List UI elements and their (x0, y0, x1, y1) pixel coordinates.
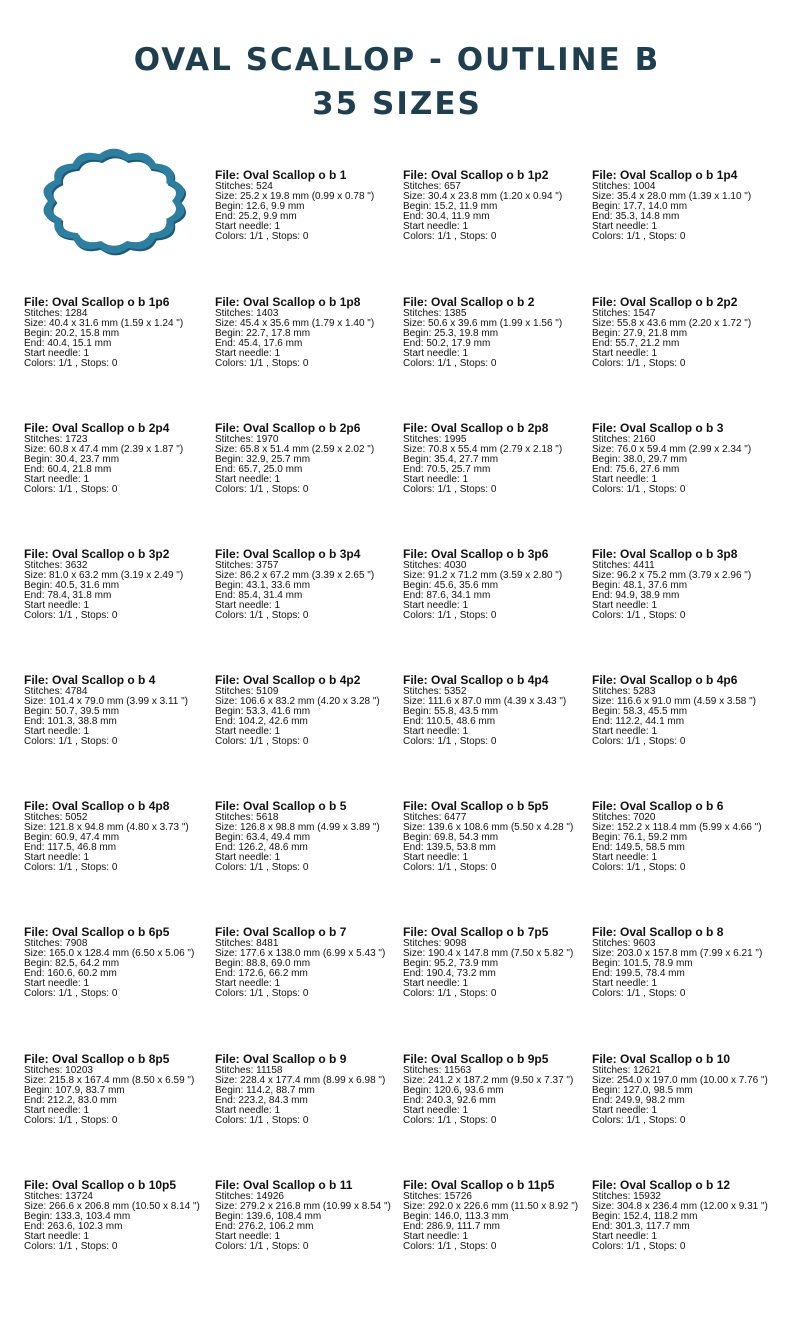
end-line: End: 149.5, 58.5 mm (592, 842, 685, 853)
page-subtitle: 35 SIZES (312, 86, 482, 122)
colors-stops-line: Colors: 1/1 , Stops: 0 (215, 610, 309, 621)
start-needle-line: Start needle: 1 (592, 474, 658, 485)
design-entry (403, 799, 593, 873)
design-entry (592, 799, 782, 873)
size-line: Size: 65.8 x 51.4 mm (2.59 x 2.02 ") (215, 444, 375, 455)
stitches-line: Stitches: 657 (403, 181, 461, 192)
begin-line: Begin: 25.3, 19.8 mm (403, 328, 499, 339)
design-entry (215, 295, 405, 369)
start-needle-line: Start needle: 1 (24, 1231, 90, 1242)
begin-line: Begin: 63.4, 49.4 mm (215, 832, 311, 843)
design-entry (592, 925, 782, 999)
colors-stops-line: Colors: 1/1 , Stops: 0 (24, 988, 118, 999)
begin-line: Begin: 48.1, 37.6 mm (592, 580, 688, 591)
end-line: End: 60.4, 21.8 mm (24, 464, 112, 475)
colors-stops-line: Colors: 1/1 , Stops: 0 (403, 610, 497, 621)
colors-stops-line: Colors: 1/1 , Stops: 0 (24, 736, 118, 747)
start-needle-line: Start needle: 1 (403, 600, 469, 611)
design-entry (24, 547, 214, 621)
colors-stops-line: Colors: 1/1 , Stops: 0 (24, 610, 118, 621)
end-line: End: 286.9, 111.7 mm (403, 1221, 500, 1232)
end-line: End: 276.2, 106.2 mm (215, 1221, 314, 1232)
entry-file-name: File: Oval Scallop o b 1p2 (403, 168, 549, 182)
size-line: Size: 55.8 x 43.6 mm (2.20 x 1.72 ") (592, 318, 752, 329)
stitches-line: Stitches: 9603 (592, 938, 656, 949)
size-line: Size: 177.6 x 138.0 mm (6.99 x 5.43 ") (215, 948, 386, 959)
start-needle-line: Start needle: 1 (592, 348, 658, 359)
start-needle-line: Start needle: 1 (24, 348, 90, 359)
size-line: Size: 76.0 x 59.4 mm (2.99 x 2.34 ") (592, 444, 752, 455)
size-line: Size: 45.4 x 35.6 mm (1.79 x 1.40 ") (215, 318, 375, 329)
begin-line: Begin: 43.1, 33.6 mm (215, 580, 311, 591)
size-line: Size: 190.4 x 147.8 mm (7.50 x 5.82 ") (403, 948, 574, 959)
begin-line: Begin: 15.2, 11.9 mm (403, 201, 498, 212)
entry-file-name: File: Oval Scallop o b 2p6 (215, 421, 361, 435)
entry-file-name: File: Oval Scallop o b 1 (215, 168, 347, 182)
design-entry (403, 925, 593, 999)
begin-line: Begin: 12.6, 9.9 mm (215, 201, 305, 212)
stitches-line: Stitches: 14926 (215, 1191, 284, 1202)
begin-line: Begin: 60.9, 47.4 mm (24, 832, 120, 843)
size-line: Size: 30.4 x 23.8 mm (1.20 x 0.94 ") (403, 191, 563, 202)
end-line: End: 78.4, 31.8 mm (24, 590, 112, 601)
stitches-line: Stitches: 3757 (215, 560, 279, 571)
colors-stops-line: Colors: 1/1 , Stops: 0 (24, 358, 118, 369)
stitches-line: Stitches: 9098 (403, 938, 467, 949)
colors-stops-line: Colors: 1/1 , Stops: 0 (592, 862, 686, 873)
stitches-line: Stitches: 12621 (592, 1065, 661, 1076)
stitches-line: Stitches: 1403 (215, 308, 279, 319)
entry-file-name: File: Oval Scallop o b 1p6 (24, 295, 170, 309)
design-entry (215, 799, 405, 873)
begin-line: Begin: 55.8, 43.5 mm (403, 706, 499, 717)
begin-line: Begin: 17.7, 14.0 mm (592, 201, 688, 212)
begin-line: Begin: 38.0, 29.7 mm (592, 454, 688, 465)
colors-stops-line: Colors: 1/1 , Stops: 0 (403, 862, 497, 873)
colors-stops-line: Colors: 1/1 , Stops: 0 (592, 1115, 686, 1126)
end-line: End: 65.7, 25.0 mm (215, 464, 303, 475)
end-line: End: 101.3, 38.8 mm (24, 716, 117, 727)
end-line: End: 199.5, 78.4 mm (592, 968, 685, 979)
colors-stops-line: Colors: 1/1 , Stops: 0 (592, 988, 686, 999)
size-line: Size: 254.0 x 197.0 mm (10.00 x 7.76 ") (592, 1075, 768, 1086)
start-needle-line: Start needle: 1 (215, 1105, 281, 1116)
size-line: Size: 279.2 x 216.8 mm (10.99 x 8.54 ") (215, 1201, 391, 1212)
stitches-line: Stitches: 7020 (592, 812, 656, 823)
stitches-line: Stitches: 5109 (215, 686, 279, 697)
start-needle-line: Start needle: 1 (215, 978, 281, 989)
colors-stops-line: Colors: 1/1 , Stops: 0 (403, 1115, 497, 1126)
start-needle-line: Start needle: 1 (403, 726, 469, 737)
size-line: Size: 121.8 x 94.8 mm (4.80 x 3.73 ") (24, 822, 189, 833)
colors-stops-line: Colors: 1/1 , Stops: 0 (24, 1115, 118, 1126)
entry-file-name: File: Oval Scallop o b 11p5 (403, 1178, 555, 1192)
begin-line: Begin: 45.6, 35.6 mm (403, 580, 499, 591)
end-line: End: 40.4, 15.1 mm (24, 338, 112, 349)
size-line: Size: 50.6 x 39.6 mm (1.99 x 1.56 ") (403, 318, 563, 329)
stitches-line: Stitches: 1723 (24, 434, 88, 445)
stitches-line: Stitches: 10203 (24, 1065, 93, 1076)
end-line: End: 160.6, 60.2 mm (24, 968, 117, 979)
size-line: Size: 81.0 x 63.2 mm (3.19 x 2.49 ") (24, 570, 184, 581)
end-line: End: 45.4, 17.6 mm (215, 338, 303, 349)
design-entry (403, 168, 593, 242)
design-entry (24, 421, 214, 495)
entry-file-name: File: Oval Scallop o b 8 (592, 925, 724, 939)
colors-stops-line: Colors: 1/1 , Stops: 0 (24, 1241, 118, 1252)
start-needle-line: Start needle: 1 (24, 1105, 90, 1116)
size-line: Size: 203.0 x 157.8 mm (7.99 x 6.21 ") (592, 948, 763, 959)
end-line: End: 301.3, 117.7 mm (592, 1221, 690, 1232)
start-needle-line: Start needle: 1 (215, 348, 281, 359)
begin-line: Begin: 76.1, 59.2 mm (592, 832, 688, 843)
design-entry (592, 168, 782, 242)
end-line: End: 110.5, 48.6 mm (403, 716, 496, 727)
stitches-line: Stitches: 7908 (24, 938, 88, 949)
size-line: Size: 35.4 x 28.0 mm (1.39 x 1.10 ") (592, 191, 752, 202)
colors-stops-line: Colors: 1/1 , Stops: 0 (592, 484, 686, 495)
entry-file-name: File: Oval Scallop o b 11 (215, 1178, 353, 1192)
design-entry (215, 1178, 405, 1252)
design-entry (403, 295, 593, 369)
start-needle-line: Start needle: 1 (24, 474, 90, 485)
begin-line: Begin: 58.3, 45.5 mm (592, 706, 688, 717)
stitches-line: Stitches: 4411 (592, 560, 655, 571)
start-needle-line: Start needle: 1 (592, 852, 658, 863)
entry-file-name: File: Oval Scallop o b 5 (215, 799, 347, 813)
design-entry (24, 673, 214, 747)
end-line: End: 112.2, 44.1 mm (592, 716, 685, 727)
begin-line: Begin: 22.7, 17.8 mm (215, 328, 311, 339)
entry-file-name: File: Oval Scallop o b 3p6 (403, 547, 549, 561)
entry-file-name: File: Oval Scallop o b 2p4 (24, 421, 170, 435)
start-needle-line: Start needle: 1 (592, 1105, 658, 1116)
start-needle-line: Start needle: 1 (24, 726, 90, 737)
begin-line: Begin: 152.4, 118.2 mm (592, 1211, 698, 1222)
entry-file-name: File: Oval Scallop o b 6 (592, 799, 724, 813)
end-line: End: 50.2, 17.9 mm (403, 338, 491, 349)
design-entry (24, 799, 214, 873)
size-line: Size: 60.8 x 47.4 mm (2.39 x 1.87 ") (24, 444, 184, 455)
entry-file-name: File: Oval Scallop o b 8p5 (24, 1052, 170, 1066)
end-line: End: 104.2, 42.6 mm (215, 716, 308, 727)
start-needle-line: Start needle: 1 (24, 852, 90, 863)
design-entry (403, 421, 593, 495)
entry-file-name: File: Oval Scallop o b 10 (592, 1052, 731, 1066)
colors-stops-line: Colors: 1/1 , Stops: 0 (215, 1115, 309, 1126)
start-needle-line: Start needle: 1 (24, 978, 90, 989)
design-entry (215, 421, 405, 495)
begin-line: Begin: 32.9, 25.7 mm (215, 454, 311, 465)
stitches-line: Stitches: 4030 (403, 560, 467, 571)
size-line: Size: 215.8 x 167.4 mm (8.50 x 6.59 ") (24, 1075, 195, 1086)
size-line: Size: 126.8 x 98.8 mm (4.99 x 3.89 ") (215, 822, 380, 833)
stitches-line: Stitches: 1970 (215, 434, 279, 445)
begin-line: Begin: 82.5, 64.2 mm (24, 958, 120, 969)
size-line: Size: 91.2 x 71.2 mm (3.59 x 2.80 ") (403, 570, 563, 581)
stitches-line: Stitches: 15932 (592, 1191, 661, 1202)
stitches-line: Stitches: 1004 (592, 181, 656, 192)
entry-file-name: File: Oval Scallop o b 2 (403, 295, 535, 309)
end-line: End: 94.9, 38.9 mm (592, 590, 680, 601)
begin-line: Begin: 127.0, 98.5 mm (592, 1085, 693, 1096)
end-line: End: 75.6, 27.6 mm (592, 464, 680, 475)
stitches-line: Stitches: 3632 (24, 560, 88, 571)
start-needle-line: Start needle: 1 (215, 852, 281, 863)
entry-file-name: File: Oval Scallop o b 4p2 (215, 673, 361, 687)
entry-file-name: File: Oval Scallop o b 4p8 (24, 799, 170, 813)
size-line: Size: 96.2 x 75.2 mm (3.79 x 2.96 ") (592, 570, 752, 581)
design-entry (24, 925, 214, 999)
entry-file-name: File: Oval Scallop o b 12 (592, 1178, 731, 1192)
stitches-line: Stitches: 2160 (592, 434, 656, 445)
colors-stops-line: Colors: 1/1 , Stops: 0 (215, 231, 309, 242)
design-entry (215, 547, 405, 621)
colors-stops-line: Colors: 1/1 , Stops: 0 (592, 231, 686, 242)
begin-line: Begin: 101.5, 78.9 mm (592, 958, 693, 969)
entry-file-name: File: Oval Scallop o b 6p5 (24, 925, 170, 939)
start-needle-line: Start needle: 1 (592, 978, 658, 989)
stitches-line: Stitches: 6477 (403, 812, 467, 823)
begin-line: Begin: 20.2, 15.8 mm (24, 328, 120, 339)
stitches-line: Stitches: 1284 (24, 308, 88, 319)
begin-line: Begin: 120.6, 93.6 mm (403, 1085, 504, 1096)
end-line: End: 55.7, 21.2 mm (592, 338, 680, 349)
size-line: Size: 152.2 x 118.4 mm (5.99 x 4.66 ") (592, 822, 762, 833)
begin-line: Begin: 30.4, 23.7 mm (24, 454, 120, 465)
entry-file-name: File: Oval Scallop o b 7 (215, 925, 347, 939)
design-entry (592, 673, 782, 747)
size-line: Size: 241.2 x 187.2 mm (9.50 x 7.37 ") (403, 1075, 574, 1086)
start-needle-line: Start needle: 1 (215, 600, 281, 611)
design-entry (215, 673, 405, 747)
start-needle-line: Start needle: 1 (592, 1231, 658, 1242)
design-entry (403, 547, 593, 621)
entry-file-name: File: Oval Scallop o b 2p2 (592, 295, 738, 309)
size-line: Size: 101.4 x 79.0 mm (3.99 x 3.11 ") (24, 696, 188, 707)
design-entry (403, 673, 593, 747)
entry-file-name: File: Oval Scallop o b 3p8 (592, 547, 738, 561)
colors-stops-line: Colors: 1/1 , Stops: 0 (403, 988, 497, 999)
begin-line: Begin: 139.6, 108.4 mm (215, 1211, 322, 1222)
start-needle-line: Start needle: 1 (403, 852, 469, 863)
end-line: End: 117.5, 46.8 mm (24, 842, 117, 853)
size-line: Size: 86.2 x 67.2 mm (3.39 x 2.65 ") (215, 570, 375, 581)
size-line: Size: 116.6 x 91.0 mm (4.59 x 3.58 ") (592, 696, 756, 707)
size-line: Size: 111.6 x 87.0 mm (4.39 x 3.43 ") (403, 696, 567, 707)
end-line: End: 85.4, 31.4 mm (215, 590, 303, 601)
oval-scallop-outline-image (36, 141, 192, 261)
size-line: Size: 266.6 x 206.8 mm (10.50 x 8.14 ") (24, 1201, 200, 1212)
end-line: End: 240.3, 92.6 mm (403, 1095, 496, 1106)
end-line: End: 70.5, 25.7 mm (403, 464, 491, 475)
colors-stops-line: Colors: 1/1 , Stops: 0 (215, 358, 309, 369)
colors-stops-line: Colors: 1/1 , Stops: 0 (24, 484, 118, 495)
start-needle-line: Start needle: 1 (215, 726, 281, 737)
entry-file-name: File: Oval Scallop o b 5p5 (403, 799, 549, 813)
end-line: End: 126.2, 48.6 mm (215, 842, 308, 853)
design-entry (24, 1178, 214, 1252)
start-needle-line: Start needle: 1 (403, 1231, 469, 1242)
end-line: End: 35.3, 14.8 mm (592, 211, 680, 222)
start-needle-line: Start needle: 1 (403, 348, 469, 359)
stitches-line: Stitches: 11563 (403, 1065, 472, 1076)
entry-file-name: File: Oval Scallop o b 3 (592, 421, 724, 435)
start-needle-line: Start needle: 1 (24, 600, 90, 611)
size-line: Size: 304.8 x 236.4 mm (12.00 x 9.31 ") (592, 1201, 768, 1212)
begin-line: Begin: 35.4, 27.7 mm (403, 454, 499, 465)
entry-file-name: File: Oval Scallop o b 4 (24, 673, 156, 687)
design-entry (24, 295, 214, 369)
start-needle-line: Start needle: 1 (215, 221, 281, 232)
design-entry (592, 1052, 782, 1126)
end-line: End: 87.6, 34.1 mm (403, 590, 491, 601)
begin-line: Begin: 40.5, 31.6 mm (24, 580, 120, 591)
colors-stops-line: Colors: 1/1 , Stops: 0 (403, 484, 497, 495)
begin-line: Begin: 69.8, 54.3 mm (403, 832, 499, 843)
end-line: End: 25.2, 9.9 mm (215, 211, 297, 222)
entry-file-name: File: Oval Scallop o b 1p4 (592, 168, 738, 182)
colors-stops-line: Colors: 1/1 , Stops: 0 (24, 862, 118, 873)
colors-stops-line: Colors: 1/1 , Stops: 0 (403, 358, 497, 369)
design-entry (215, 925, 405, 999)
size-line: Size: 25.2 x 19.8 mm (0.99 x 0.78 ") (215, 191, 375, 202)
entry-file-name: File: Oval Scallop o b 1p8 (215, 295, 361, 309)
design-entry (592, 547, 782, 621)
start-needle-line: Start needle: 1 (592, 726, 658, 737)
colors-stops-line: Colors: 1/1 , Stops: 0 (403, 231, 497, 242)
start-needle-line: Start needle: 1 (215, 1231, 281, 1242)
design-entry (24, 1052, 214, 1126)
size-line: Size: 228.4 x 177.4 mm (8.99 x 6.98 ") (215, 1075, 386, 1086)
begin-line: Begin: 107.9, 83.7 mm (24, 1085, 125, 1096)
stitches-line: Stitches: 1995 (403, 434, 467, 445)
size-line: Size: 165.0 x 128.4 mm (6.50 x 5.06 ") (24, 948, 195, 959)
colors-stops-line: Colors: 1/1 , Stops: 0 (592, 1241, 686, 1252)
end-line: End: 223.2, 84.3 mm (215, 1095, 308, 1106)
begin-line: Begin: 50.7, 39.5 mm (24, 706, 120, 717)
stitches-line: Stitches: 8481 (215, 938, 279, 949)
entry-file-name: File: Oval Scallop o b 2p8 (403, 421, 549, 435)
stitches-line: Stitches: 1385 (403, 308, 467, 319)
start-needle-line: Start needle: 1 (403, 221, 469, 232)
end-line: End: 30.4, 11.9 mm (403, 211, 490, 222)
begin-line: Begin: 133.3, 103.4 mm (24, 1211, 131, 1222)
begin-line: Begin: 95.2, 73.9 mm (403, 958, 499, 969)
start-needle-line: Start needle: 1 (403, 978, 469, 989)
colors-stops-line: Colors: 1/1 , Stops: 0 (215, 484, 309, 495)
stitches-line: Stitches: 13724 (24, 1191, 93, 1202)
design-entry (592, 295, 782, 369)
design-entry (403, 1052, 593, 1126)
colors-stops-line: Colors: 1/1 , Stops: 0 (592, 736, 686, 747)
stitches-line: Stitches: 1547 (592, 308, 656, 319)
entry-file-name: File: Oval Scallop o b 10p5 (24, 1178, 177, 1192)
colors-stops-line: Colors: 1/1 , Stops: 0 (592, 610, 686, 621)
end-line: End: 139.5, 53.8 mm (403, 842, 496, 853)
end-line: End: 190.4, 73.2 mm (403, 968, 496, 979)
start-needle-line: Start needle: 1 (592, 600, 658, 611)
stitches-line: Stitches: 5283 (592, 686, 656, 697)
end-line: End: 212.2, 83.0 mm (24, 1095, 117, 1106)
start-needle-line: Start needle: 1 (403, 1105, 469, 1116)
stitches-line: Stitches: 5352 (403, 686, 467, 697)
stitches-line: Stitches: 11158 (215, 1065, 283, 1076)
colors-stops-line: Colors: 1/1 , Stops: 0 (592, 358, 686, 369)
colors-stops-line: Colors: 1/1 , Stops: 0 (215, 736, 309, 747)
size-line: Size: 292.0 x 226.6 mm (11.50 x 8.92 ") (403, 1201, 579, 1212)
entry-file-name: File: Oval Scallop o b 7p5 (403, 925, 549, 939)
size-line: Size: 106.6 x 83.2 mm (4.20 x 3.28 ") (215, 696, 380, 707)
colors-stops-line: Colors: 1/1 , Stops: 0 (215, 1241, 309, 1252)
page-title: OVAL SCALLOP - OUTLINE B (133, 42, 661, 78)
entry-file-name: File: Oval Scallop o b 9p5 (403, 1052, 549, 1066)
entry-file-name: File: Oval Scallop o b 4p4 (403, 673, 549, 687)
design-entry (215, 168, 405, 242)
begin-line: Begin: 88.8, 69.0 mm (215, 958, 311, 969)
end-line: End: 263.6, 102.3 mm (24, 1221, 123, 1232)
colors-stops-line: Colors: 1/1 , Stops: 0 (215, 862, 309, 873)
design-entry (592, 421, 782, 495)
size-line: Size: 139.6 x 108.6 mm (5.50 x 4.28 ") (403, 822, 574, 833)
entry-file-name: File: Oval Scallop o b 9 (215, 1052, 347, 1066)
entry-file-name: File: Oval Scallop o b 4p6 (592, 673, 738, 687)
stitches-line: Stitches: 5618 (215, 812, 279, 823)
begin-line: Begin: 114.2, 88.7 mm (215, 1085, 315, 1096)
begin-line: Begin: 146.0, 113.3 mm (403, 1211, 509, 1222)
size-line: Size: 70.8 x 55.4 mm (2.79 x 2.18 ") (403, 444, 563, 455)
entry-file-name: File: Oval Scallop o b 3p4 (215, 547, 361, 561)
design-entry (215, 1052, 405, 1126)
colors-stops-line: Colors: 1/1 , Stops: 0 (215, 988, 309, 999)
stitches-line: Stitches: 15726 (403, 1191, 472, 1202)
stitches-line: Stitches: 5052 (24, 812, 88, 823)
colors-stops-line: Colors: 1/1 , Stops: 0 (403, 736, 497, 747)
start-needle-line: Start needle: 1 (215, 474, 281, 485)
entry-file-name: File: Oval Scallop o b 3p2 (24, 547, 170, 561)
begin-line: Begin: 27.9, 21.8 mm (592, 328, 688, 339)
start-needle-line: Start needle: 1 (592, 221, 658, 232)
end-line: End: 172.6, 66.2 mm (215, 968, 308, 979)
design-entry (403, 1178, 593, 1252)
start-needle-line: Start needle: 1 (403, 474, 469, 485)
stitches-line: Stitches: 4784 (24, 686, 88, 697)
begin-line: Begin: 53.3, 41.6 mm (215, 706, 311, 717)
colors-stops-line: Colors: 1/1 , Stops: 0 (403, 1241, 497, 1252)
size-line: Size: 40.4 x 31.6 mm (1.59 x 1.24 ") (24, 318, 184, 329)
end-line: End: 249.9, 98.2 mm (592, 1095, 685, 1106)
stitches-line: Stitches: 524 (215, 181, 273, 192)
design-entry (592, 1178, 782, 1252)
